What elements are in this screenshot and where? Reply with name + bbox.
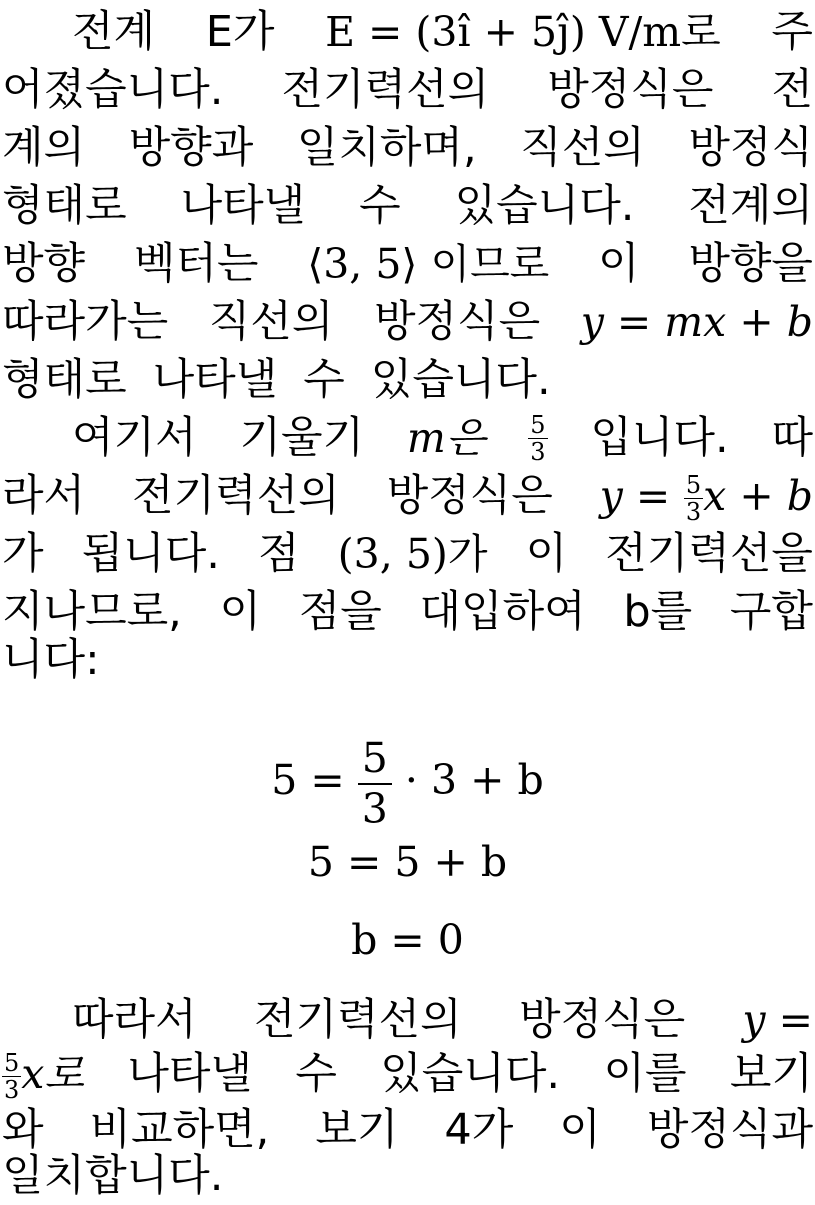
field-expression: E = (3î + 5ĵ) V/m로 [325, 8, 721, 56]
p1-line-7: 형태로 나타낼 수 있습니다. [2, 355, 551, 405]
direction-vector: ⟨3, 5⟩ 이므로 [307, 240, 550, 288]
p2-line-5: 니다: [2, 635, 100, 685]
p1-line-6: 따라가는 직선의 방정식은 y = mx + b [2, 294, 813, 350]
equation-1: 5 = $\frac{5}{3}$ · 3 + b [271, 733, 544, 833]
p1-line-4: 형태로 나타낼 수 있습니다. 전계의 [2, 181, 813, 231]
p3-line-2: $\frac{5}{3}$ x로 나타낼 수 있습니다. 이를 보기 [2, 1046, 813, 1102]
p1-line-5: 방향 벡터는 ⟨3, 5⟩ 이므로 이 방향을 [2, 236, 813, 292]
line-equation-general: y = mx + b [580, 298, 813, 346]
equation-3: b = 0 [351, 916, 464, 964]
p2-line-3: 가 됩니다. 점 (3, 5)가 이 전기력선을 [2, 529, 813, 579]
line-equation-with-slope: y = $\frac{5}{3}$ x + b [599, 471, 813, 526]
final-equation: $\frac{5}{3}$ x로 [4, 1049, 85, 1104]
p1-line-1: 전계 E가 E = (3î + 5ĵ) V/m로 주 [72, 4, 813, 60]
slope-fraction: 5 3 [530, 410, 546, 466]
p3-line-3: 와 비교하면, 보기 4가 이 방정식과 [2, 1105, 813, 1155]
equation-2: 5 = 5 + b [307, 838, 508, 886]
p3-line-1: 따라서 전기력선의 방정식은 y = [72, 995, 813, 1045]
p2-line-1: 여기서 기울기 m은 5 3 입니다. 따 [72, 410, 813, 466]
p1-line-3: 계의 방향과 일치하며, 직선의 방정식 [2, 123, 813, 173]
p2-line-4: 지나므로, 이 점을 대입하여 b를 구합 [2, 587, 813, 637]
p1-line-2: 어졌습니다. 전기력선의 방정식은 전 [2, 65, 813, 115]
p3-line-4: 일치합니다. [2, 1151, 224, 1201]
equation-1-fraction: $\frac{5}{3}$ [358, 738, 392, 830]
p2-line-2: 라서 전기력선의 방정식은 y = $\frac{5}{3}$ x + b [2, 468, 813, 524]
